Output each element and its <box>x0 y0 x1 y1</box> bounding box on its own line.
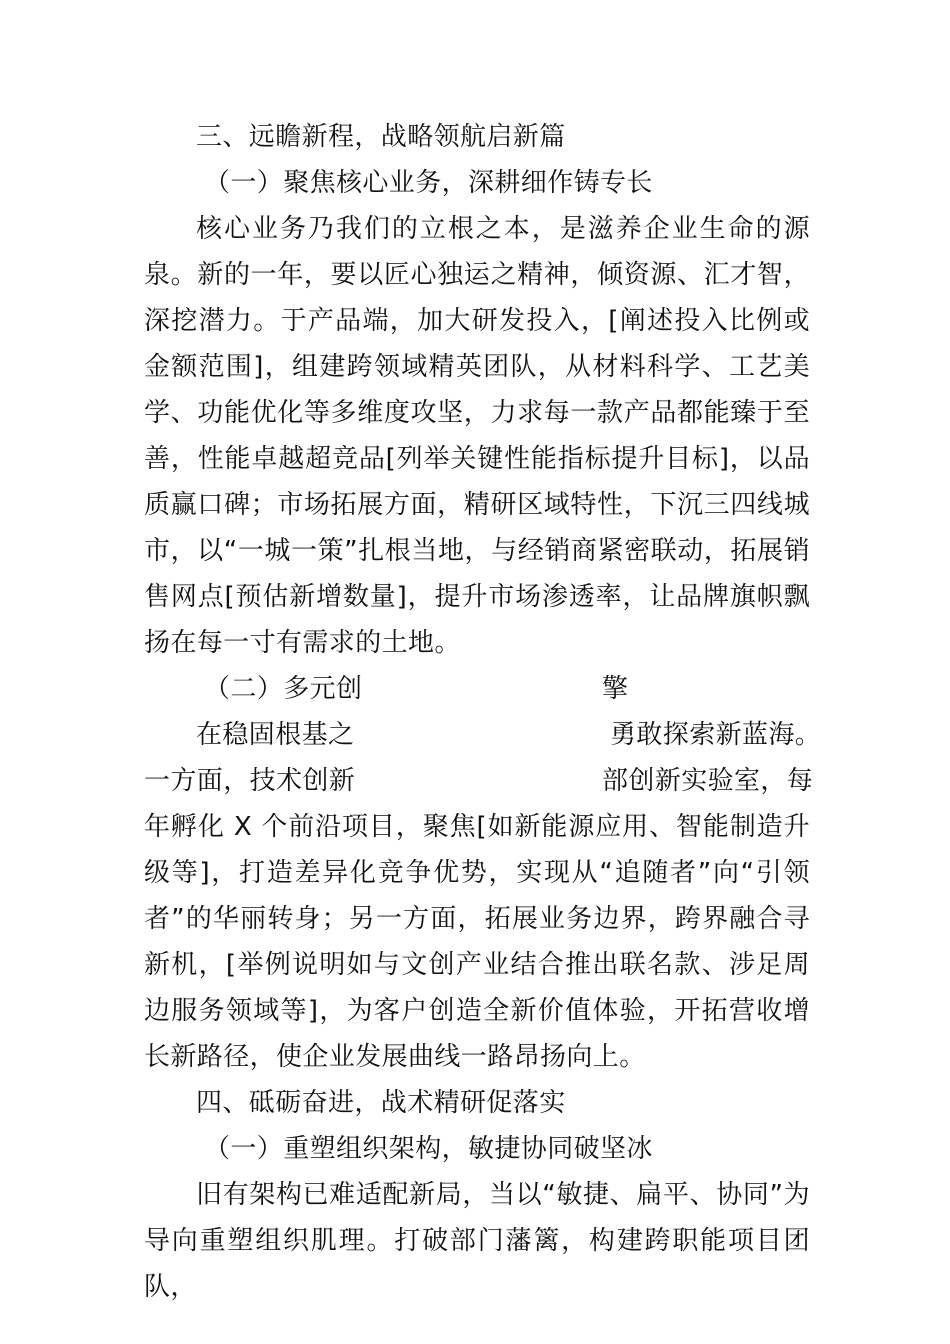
section-3-2-row-1-right: 勇敢探索新蓝海。 <box>610 720 822 750</box>
section-3-1-heading: （一）聚焦核心业务，深耕细作铸专长 <box>204 168 653 198</box>
section-3-2-row-1 <box>144 712 822 758</box>
section-4-heading: 四、砥砺奋进，战术精研促落实 <box>196 1088 566 1118</box>
section-3-2-row-2-right: 部创新实验室，每 <box>602 766 814 796</box>
section-3-1-paragraph: 核心业务乃我们的立根之本，是滋养企业生命的源泉。新的一年，要以匠心独运之精神，倾资源、汇才智，深挖潜力。于产品端，加大研发投入，[阐述投入比例或金额范围]，组建跨领域精英团队，从材料科学、工艺美学、功能优化等多维度攻坚，力求每一款产品都能臻于至善，性能卓越超竞品[列举关键性能指标提升目标]，以品质赢口碑；市场拓展方面，精研区域特性，下沉三四线城市，以“一城一策”扎根当地，与经销商紧密联动，拓展销售网点[预估新增数量]，提升市场渗透率，让品牌旗帜飘扬在每一寸有需求的土地。 <box>144 214 810 658</box>
section-3-2-paragraph: 年孵化 X 个前沿项目，聚焦[如新能源应用、智能制造升级等]，打造差异化竞争优势，实现从“追随者”向“引领者”的华丽转身；另一方面，拓展业务边界，跨界融合寻新机，[举例说明如与文创产业结合推出联名款、涉足周边服务领域等]，为客户创造全新价值体验，开拓营收增长新路径，使企业发展曲线一路昂扬向上。 <box>144 812 810 1072</box>
section-3-2-heading-left: （二）多元创 <box>204 674 363 704</box>
section-4-1-heading: （一）重塑组织架构，敏捷协同破坚冰 <box>204 1134 653 1164</box>
section-3-2-row-1-left: 在稳固根基之 <box>196 720 355 750</box>
section-3-2-heading <box>144 666 810 712</box>
section-3-heading: 三、远瞻新程，战略领航启新篇 <box>196 122 566 152</box>
section-4-1-paragraph: 旧有架构已难适配新局，当以“敏捷、扁平、协同”为导向重塑组织肌理。打破部门藩篱，构建跨职能项目团队， <box>144 1180 810 1302</box>
section-3-2-row-2 <box>144 758 814 804</box>
section-3-2-row-2-left: 一方面，技术创新 <box>144 766 356 796</box>
section-3-2-heading-right: 擎 <box>602 674 629 704</box>
document-body <box>144 114 822 1310</box>
